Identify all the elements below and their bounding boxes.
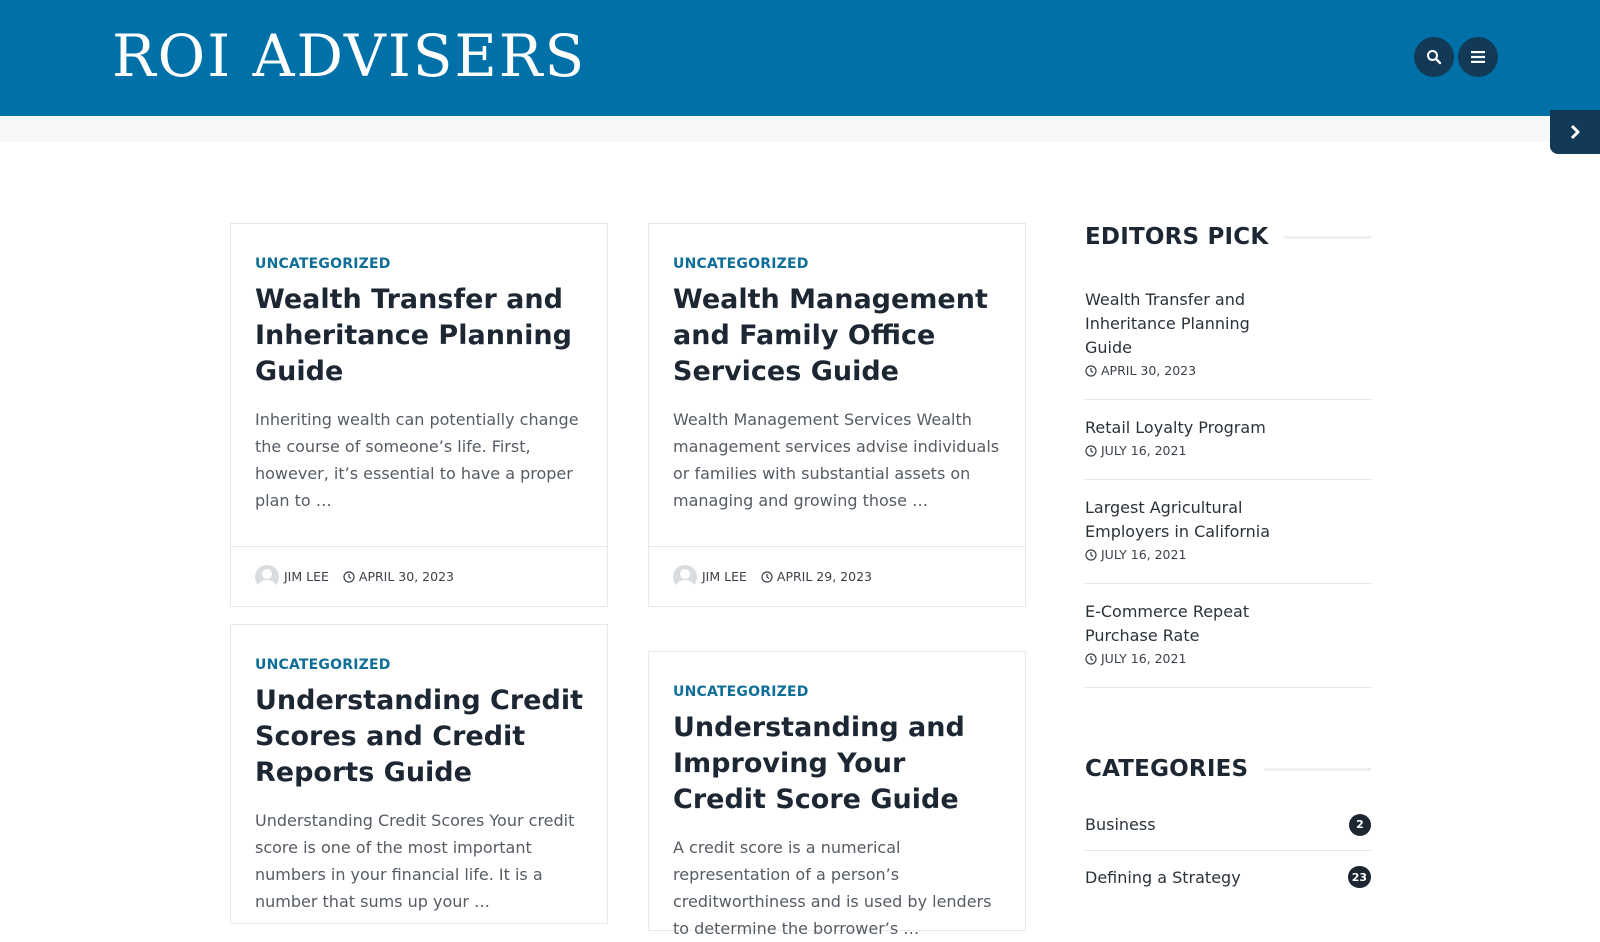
editors-pick-item xyxy=(1085,496,1371,584)
pick-date xyxy=(1085,363,1371,378)
pick-title[interactable]: Retail Loyalty Program xyxy=(1085,418,1266,437)
heading-divider xyxy=(1284,236,1371,239)
pick-title[interactable]: E-Commerce Repeat Purchase Rate xyxy=(1085,602,1250,645)
post-title[interactable]: Wealth Transfer and Inheritance Planning Guide xyxy=(255,284,572,387)
pick-date-text[interactable]: JULY 16, 2021 xyxy=(1101,547,1187,562)
category-item[interactable] xyxy=(1085,799,1371,851)
site-logo[interactable]: ROI ADVISERS xyxy=(112,22,587,90)
clock-icon xyxy=(1085,653,1097,665)
sub-header-bar xyxy=(0,116,1600,142)
editors-pick-item xyxy=(1085,416,1371,480)
avatar xyxy=(255,565,279,589)
category-count-badge: 23 xyxy=(1348,866,1371,888)
editors-pick-item xyxy=(1085,288,1371,400)
post-excerpt: A credit score is a numerical representation of a person’s creditworthiness and is used by lenders to determine the borrower’s … xyxy=(673,838,992,938)
side-panel-toggle[interactable] xyxy=(1550,110,1600,154)
post-meta xyxy=(231,546,607,606)
category-name[interactable]: Business xyxy=(1085,815,1156,834)
clock-icon xyxy=(343,571,355,583)
post-category[interactable]: UNCATEGORIZED xyxy=(673,256,809,272)
clock-icon xyxy=(761,571,773,583)
search-button[interactable] xyxy=(1414,37,1454,77)
clock-icon xyxy=(1085,445,1097,457)
categories-heading-text: CATEGORIES xyxy=(1085,756,1249,782)
categories-heading xyxy=(1085,756,1371,782)
post-category[interactable]: UNCATEGORIZED xyxy=(255,657,391,673)
pick-date-text[interactable]: JULY 16, 2021 xyxy=(1101,443,1187,458)
post-category[interactable]: UNCATEGORIZED xyxy=(255,256,391,272)
post-title[interactable]: Wealth Management and Family Office Services Guide xyxy=(673,284,988,387)
post-card xyxy=(230,624,608,924)
pick-date xyxy=(1085,547,1371,562)
category-name[interactable]: Defining a Strategy xyxy=(1085,867,1241,887)
post-card xyxy=(648,651,1026,938)
post-card xyxy=(230,223,608,607)
category-count-badge: 2 xyxy=(1349,814,1371,836)
post-card xyxy=(648,223,1026,607)
post-excerpt: Wealth Management Services Wealth management services advise individuals or families with substantial assets on managing and growing those … xyxy=(673,410,1000,510)
editors-pick-item xyxy=(1085,600,1371,688)
post-date[interactable]: APRIL 29, 2023 xyxy=(776,569,872,584)
avatar xyxy=(673,565,697,589)
menu-icon xyxy=(1471,51,1485,63)
editors-pick-heading xyxy=(1085,224,1371,250)
chevron-right-icon xyxy=(1569,124,1581,140)
editors-pick-heading-text: EDITORS PICK xyxy=(1085,224,1269,250)
post-meta xyxy=(649,546,1025,606)
post-date[interactable]: APRIL 30, 2023 xyxy=(358,569,454,584)
pick-date-text[interactable]: APRIL 30, 2023 xyxy=(1101,363,1197,378)
pick-title[interactable]: Wealth Transfer and Inheritance Planning Guide xyxy=(1085,290,1250,357)
search-icon xyxy=(1426,49,1442,65)
menu-button[interactable] xyxy=(1458,37,1498,77)
post-title[interactable]: Understanding Credit Scores and Credit Reports Guide xyxy=(255,685,583,788)
clock-icon xyxy=(1085,549,1097,561)
site-header xyxy=(0,0,1600,116)
pick-date xyxy=(1085,443,1371,458)
post-title[interactable]: Understanding and Improving Your Credit Score Guide xyxy=(673,712,965,815)
post-category[interactable]: UNCATEGORIZED xyxy=(673,684,809,700)
pick-date-text[interactable]: JULY 16, 2021 xyxy=(1101,651,1187,666)
post-author[interactable]: JIM LEE xyxy=(284,569,329,584)
post-author[interactable]: JIM LEE xyxy=(702,569,747,584)
heading-divider xyxy=(1264,768,1371,771)
pick-title[interactable]: Largest Agricultural Employers in California xyxy=(1085,498,1271,541)
clock-icon xyxy=(1085,365,1097,377)
pick-date xyxy=(1085,651,1371,666)
category-item[interactable] xyxy=(1085,851,1371,903)
post-excerpt: Understanding Credit Scores Your credit score is one of the most important numbers in your financial life. It is a number that sums up your … xyxy=(255,811,575,911)
post-excerpt: Inheriting wealth can potentially change the course of someone’s life. First, however, it’s essential to have a proper plan to … xyxy=(255,410,579,510)
